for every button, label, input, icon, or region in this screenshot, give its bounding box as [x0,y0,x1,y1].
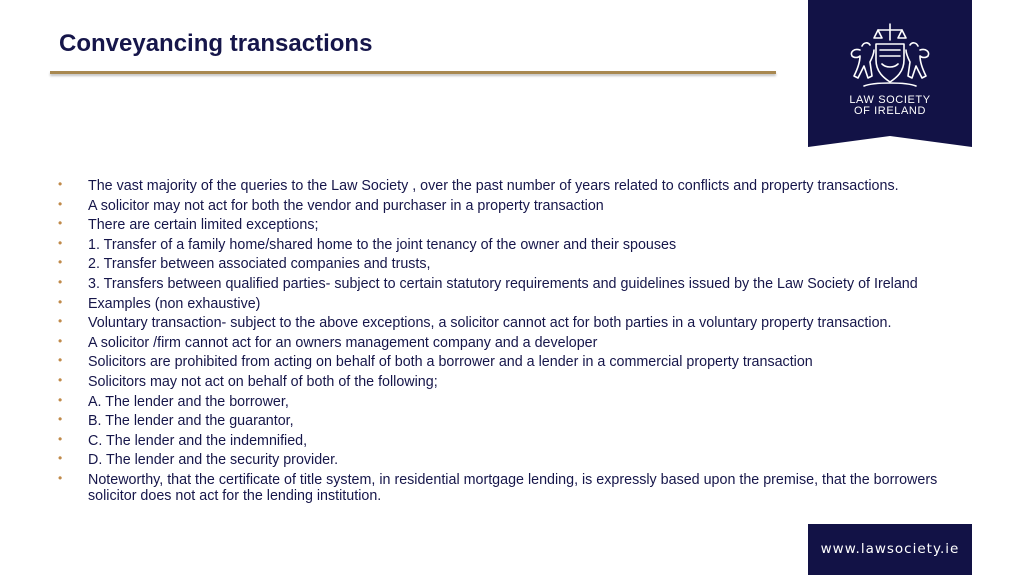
list-item: • Noteworthy, that the certificate of title system, in residential mortgage lending, is expressly based upon the premise, that the borrowers solicitor does not act for the lending institution. [58,470,938,505]
law-society-logo [808,0,972,147]
bullet-list [56,178,976,508]
list-item: • Solicitors may not act on behalf of both of the following; [58,372,438,390]
list-item: • B. The lender and the guarantor, [58,412,294,430]
list-item: • 1. Transfer of a family home/shared home to the joint tenancy of the owner and their spouses [58,235,677,253]
bullet-icon: • [58,333,63,348]
bullet-icon: • [58,392,63,407]
bullet-icon: • [58,196,63,211]
list-item: • C. The lender and the indemnified, [58,431,308,449]
bullet-icon: • [58,372,63,387]
footer-url-panel [808,524,972,575]
bullet-icon: • [58,431,63,446]
logo-text-line1: LAW SOCIETY [849,94,931,106]
list-item: • A. The lender and the borrower, [58,392,289,410]
bullet-icon: • [58,274,63,289]
list-item: • There are certain limited exceptions; [58,216,319,234]
logo-text-line2: OF IRELAND [853,105,926,117]
list-item: • A solicitor may not act for both the vendor and purchaser in a property transaction [58,196,604,214]
list-item: • A solicitor /firm cannot act for an owners management company and a developer [58,333,598,351]
bullet-icon: • [58,412,63,427]
list-item: • 3. Transfers between qualified parties- subject to certain statutory requirements and guidelines issued by the Law Society of Ireland [58,274,918,292]
list-item: • 2. Transfer between associated companies and trusts, [58,255,431,273]
bullet-icon: • [58,294,63,309]
bullet-icon: • [58,470,63,485]
list-item: • Voluntary transaction- subject to the above exceptions, a solicitor cannot act for both parties in a voluntary property transaction. [58,314,892,332]
bullet-icon: • [58,314,63,329]
list-item: • The vast majority of the queries to the Law Society , over the past number of years related to conflicts and property transactions. [58,177,899,194]
list-item: • D. The lender and the security provider. [58,451,339,469]
bullet-icon: • [58,177,63,191]
list-item: • Examples (non exhaustive) [58,294,261,312]
crest-icon [842,20,938,94]
bullet-icon: • [58,216,63,231]
list-item: • Solicitors are prohibited from acting on behalf of both a borrower and a lender in a commercial property transaction [58,353,813,371]
bullet-icon: • [58,235,63,250]
bullet-icon: • [58,451,63,466]
slide-title: Conveyancing transactions [59,30,373,57]
bullet-icon: • [58,353,63,368]
website-link[interactable]: www.lawsociety.ie [820,541,960,557]
title-underline [50,71,776,74]
bullet-icon: • [58,255,63,270]
